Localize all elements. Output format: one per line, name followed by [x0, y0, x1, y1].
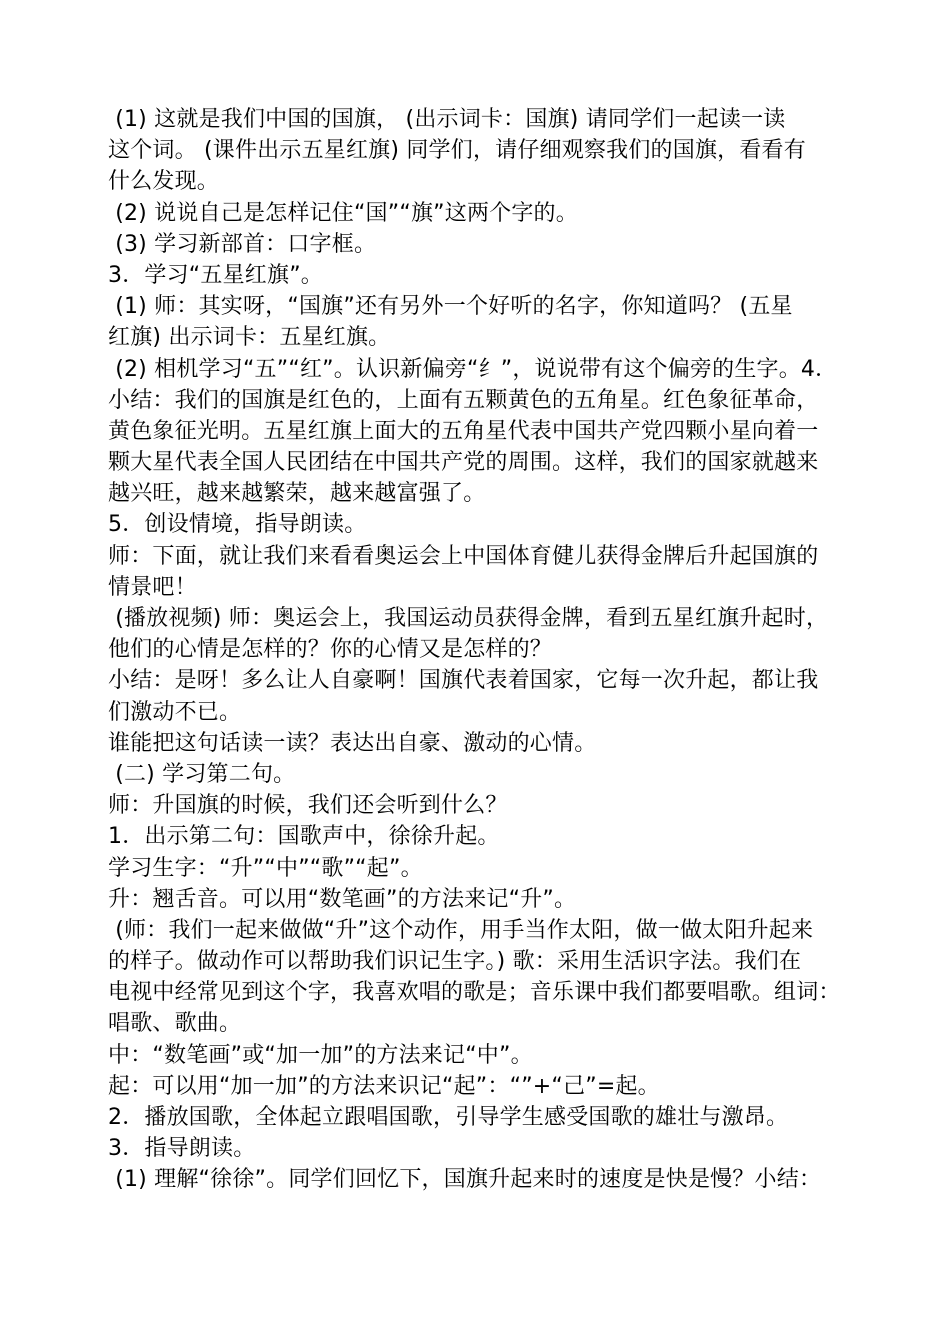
text-line: 这个词。 (课件出示五星红旗) 同学们，请仔细观察我们的国旗，看看有	[108, 138, 806, 164]
text-line: 2．播放国歌，全体起立跟唱国歌，引导学生感受国歌的雄壮与激昂。	[108, 1105, 789, 1130]
text-line: 电视中经常见到这个字，我喜欢唱的歌是；音乐课中我们都要唱歌。组词：	[108, 980, 841, 1006]
text-line: (二) 学习第二句。	[108, 761, 296, 787]
text-line: 情景吧！	[108, 574, 197, 600]
text-line: 1．出示第二句：国歌声中，徐徐升起。	[108, 824, 500, 850]
text-line: 越兴旺，越来越繁荣，越来越富强了。	[108, 481, 486, 507]
text-line: 小结：我们的国旗是红色的，上面有五颗黄色的五角星。红色象征革命，	[108, 387, 819, 413]
text-line: 他们的心情是怎样的？你的心情又是怎样的？	[108, 637, 553, 663]
text-line: 的样子。做动作可以帮助我们识记生字。) 歌：采用生活识字法。我们在	[108, 949, 802, 975]
text-line: 什么发现。	[108, 169, 220, 195]
document-body	[108, 104, 868, 1196]
text-line: (播放视频) 师：奥运会上，我国运动员获得金牌，看到五星红旗升起时，	[108, 606, 829, 631]
text-line: 小结：是呀！多么让人自豪啊！国旗代表着国家，它每一次升起，都让我	[108, 668, 819, 694]
text-line: 起：可以用“加一加”的方法来识记“起”：“”+“己”=起。	[108, 1073, 660, 1099]
text-line: 3．学习“五星红旗”。	[108, 262, 323, 288]
text-line: 黄色象征光明。五星红旗上面大的五角星代表中国共产党四颗小星向着一	[108, 418, 819, 444]
text-line: (师：我们一起来做做“升”这个动作，用手当作太阳，做一做太阳升起来	[108, 917, 814, 943]
text-line: (1) 这就是我们中国的国旗， (出示词卡：国旗) 请同学们一起读一读	[108, 107, 786, 132]
text-line: (3) 学习新部首：口字框。	[108, 231, 377, 257]
text-line: 师：升国旗的时候，我们还会听到什么？	[108, 793, 508, 819]
text-line: 3．指导朗读。	[108, 1136, 256, 1162]
text-line: 师：下面，就让我们来看看奥运会上中国体育健儿获得金牌后升起国旗的	[108, 543, 819, 569]
text-line: 学习生字：“升”“中”“歌”“起”。	[108, 855, 423, 881]
text-line: 升：翘舌音。可以用“数笔画”的方法来记“升”。	[108, 886, 577, 912]
text-line: (1) 理解“徐徐”。同学们回忆下，国旗升起来时的速度是快是慢？小结：	[108, 1167, 822, 1193]
text-line: 颗大星代表全国人民团结在中国共产党的周围。这样，我们的国家就越来	[108, 450, 819, 476]
text-line: 红旗) 出示词卡：五星红旗。	[108, 325, 391, 351]
text-line: (1) 师：其实呀，“国旗”还有另外一个好听的名字，你知道吗？ (五星	[108, 294, 793, 320]
text-line: 谁能把这句话读一读？表达出自豪、激动的心情。	[108, 730, 597, 756]
text-line: 唱歌、歌曲。	[108, 1011, 242, 1037]
text-line: 中：“数笔画”或“加一加”的方法来记“中”。	[108, 1042, 533, 1068]
text-line: 5．创设情境，指导朗读。	[108, 512, 367, 538]
text-line: 们激动不已。	[108, 699, 242, 725]
text-line: (2) 说说自己是怎样记住“国”“旗”这两个字的。	[108, 200, 578, 226]
text-line: (2) 相机学习“五”“红”。认识新偏旁“纟”，说说带有这个偏旁的生字。4．	[108, 356, 838, 382]
